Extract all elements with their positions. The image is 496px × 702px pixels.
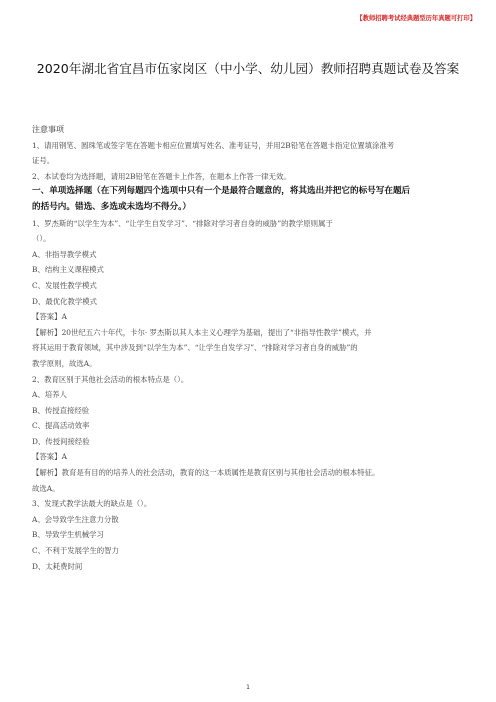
option-d: D、传授间接经验 <box>32 436 90 446</box>
top-banner: 【教师招聘考试经典题型历年真题可打印】 <box>356 15 476 22</box>
notice-line: 1、请用钢笔、圆珠笔或签字笔在答题卡相应位置填写姓名、准考证号，并用2B铅笔在答题卡指定位置填涂准考 <box>32 140 395 150</box>
option-a: A、非指导教学模式 <box>32 249 97 259</box>
answer: 【答案】A <box>32 312 67 322</box>
option-a: A、培养人 <box>32 390 67 400</box>
question-stem: 1、罗杰斯的“以学生为本”、“让学生自发学习”、“排除对学习者自身的威胁”的教学原则属于 <box>32 218 333 228</box>
option-c: C、发展性教学模式 <box>32 280 97 290</box>
question-stem: 2、教育区别于其他社会活动的根本特点是（）。 <box>32 374 189 384</box>
option-c: C、提高活动效率 <box>32 421 90 431</box>
analysis-line: 将其运用于教育领域，其中涉及到“以学生为本”、“让学生自发学习”、“排除对学习者自身的威胁”的 <box>32 343 358 353</box>
notice-line: 证号。 <box>32 156 55 166</box>
page-number: 1 <box>246 684 250 691</box>
answer: 【答案】A <box>32 452 67 462</box>
notice-line: 2、本试卷均为选择题，请用2B铅笔在答题卡上作答，在题本上作答一律无效。 <box>32 171 291 181</box>
question-stem: （）。 <box>32 234 51 244</box>
analysis-line: 【解析】20世纪五六十年代，卡尔· 罗杰斯以其人本主义心理学为基础，提出了“非指导性教学”模式，并 <box>32 327 372 337</box>
option-d: D、太耗费时间 <box>32 561 83 571</box>
option-c: C、不利于发展学生的智力 <box>32 546 119 556</box>
notice-heading: 注意事项 <box>32 125 64 134</box>
page-title: 2020年湖北省宜昌市伍家岗区（中小学、幼儿园）教师招聘真题试卷及答案 <box>36 61 460 76</box>
analysis-line: 故选A。 <box>32 483 60 493</box>
question-stem: 3、发现式教学法最大的缺点是（）。 <box>32 499 152 509</box>
option-b: B、传授直接经验 <box>32 405 90 415</box>
option-a: A、会导致学生注意力分散 <box>32 514 119 524</box>
option-b: B、结构主义课程模式 <box>32 265 104 275</box>
section-heading: 一、单项选择题（在下列每题四个选项中只有一个是最符合题意的，将其选出并把它的标号写在题后 <box>32 186 411 197</box>
section-heading: 的括号内。错选、多选或未选均不得分。） <box>32 201 191 212</box>
document-body <box>32 122 468 574</box>
option-b: B、导致学生机械学习 <box>32 530 104 540</box>
analysis-line: 教学原则，故选A。 <box>32 358 97 368</box>
analysis-line: 【解析】教育是有目的的培养人的社会活动，教育的这一本质属性是教育区别与其他社会活动的根本特征。 <box>32 468 380 478</box>
option-d: D、最优化教学模式 <box>32 296 98 306</box>
